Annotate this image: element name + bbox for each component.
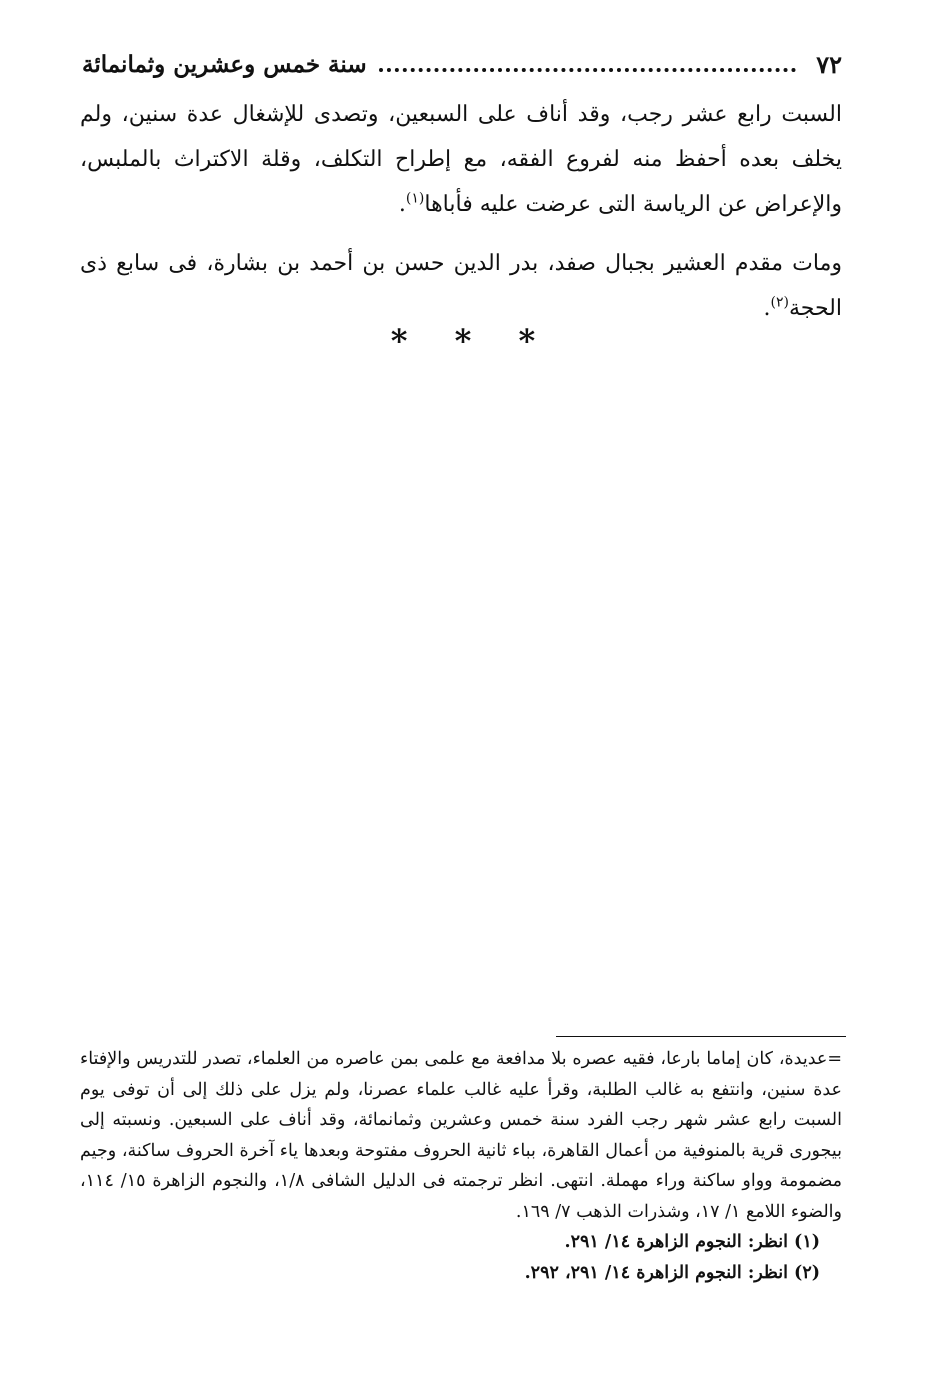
- footnote-reference: (١): [405, 190, 425, 207]
- footnote-continuation: =عديدة، كان إماما بارعا، فقيه عصره بلا مدافعة مع علمى بمن عاصره من العلماء، تصدر للتدريس والإفتاء عدة سنين، وانتفع به غالب الطلبة، وقرأ عليه غالب علماء عصرنا، ولم يزل على ذلك إلى أن توفى يوم السبت رابع عشر شهر رجب الفرد سنة خمس وعشرين وثمانمائة، وقد أناف على السبعين. ونسبته إلى بيجورى قرية بالمنوفية من أعمال القاهرة، بباء ثانية الحروف مفتوحة وبعدها ياء آخرة الحروف ساكنة، وجيم مضمومة وواو ساكنة وراء مهملة. انتهى. انظر ترجمته فى الدليل الشافى ١/٨، والنجوم الزاهرة ١٥/ ١١٤، والضوء اللامع ١/ ١٧، وشذرات الذهب ٧/ ١٦٩.: [80, 1049, 843, 1222]
- page-header: [82, 44, 842, 84]
- footnote-1-text: انظر: النجوم الزاهرة ١٤/ ٢٩١.: [564, 1232, 789, 1252]
- paragraph-text: السبت رابع عشر رجب، وقد أناف على السبعين، وتصدى للإشغال عدة سنين، ولم يخلف بعده أحفظ منه لفروع الفقه، مع إطراح التكلف، وقلة الاكتراث بالملبس، والإعراض عن الرياسة التى عرضت عليه فأباها: [80, 102, 842, 217]
- footnote-2-label: (٢): [794, 1262, 820, 1283]
- footnote-divider: [556, 1036, 846, 1037]
- footnote-1: [80, 1227, 842, 1258]
- section-separator: * * *: [390, 322, 554, 360]
- footnote-1-label: (١): [794, 1232, 820, 1252]
- paragraph: [80, 241, 842, 331]
- footnote-2: [80, 1258, 842, 1289]
- page-number: ٧٢: [816, 49, 842, 79]
- paragraph: [80, 92, 842, 227]
- paragraph-text: ومات مقدم العشير بجبال صفد، بدر الدين حسن بن أحمد بن بشارة، فى سابع ذى الحجة: [80, 251, 842, 321]
- footnote-reference: (٢): [770, 294, 789, 311]
- header-dot-leader: [379, 68, 797, 72]
- footnotes: [80, 1044, 842, 1288]
- paragraph-end: .: [763, 296, 771, 321]
- main-text: [80, 92, 842, 331]
- paragraph-end: .: [398, 192, 406, 217]
- running-title: سنة خمس وعشرين وثمانمائة: [82, 50, 367, 78]
- footnote-2-text: انظر: النجوم الزاهرة ١٤/ ٢٩١، ٢٩٢.: [524, 1262, 789, 1283]
